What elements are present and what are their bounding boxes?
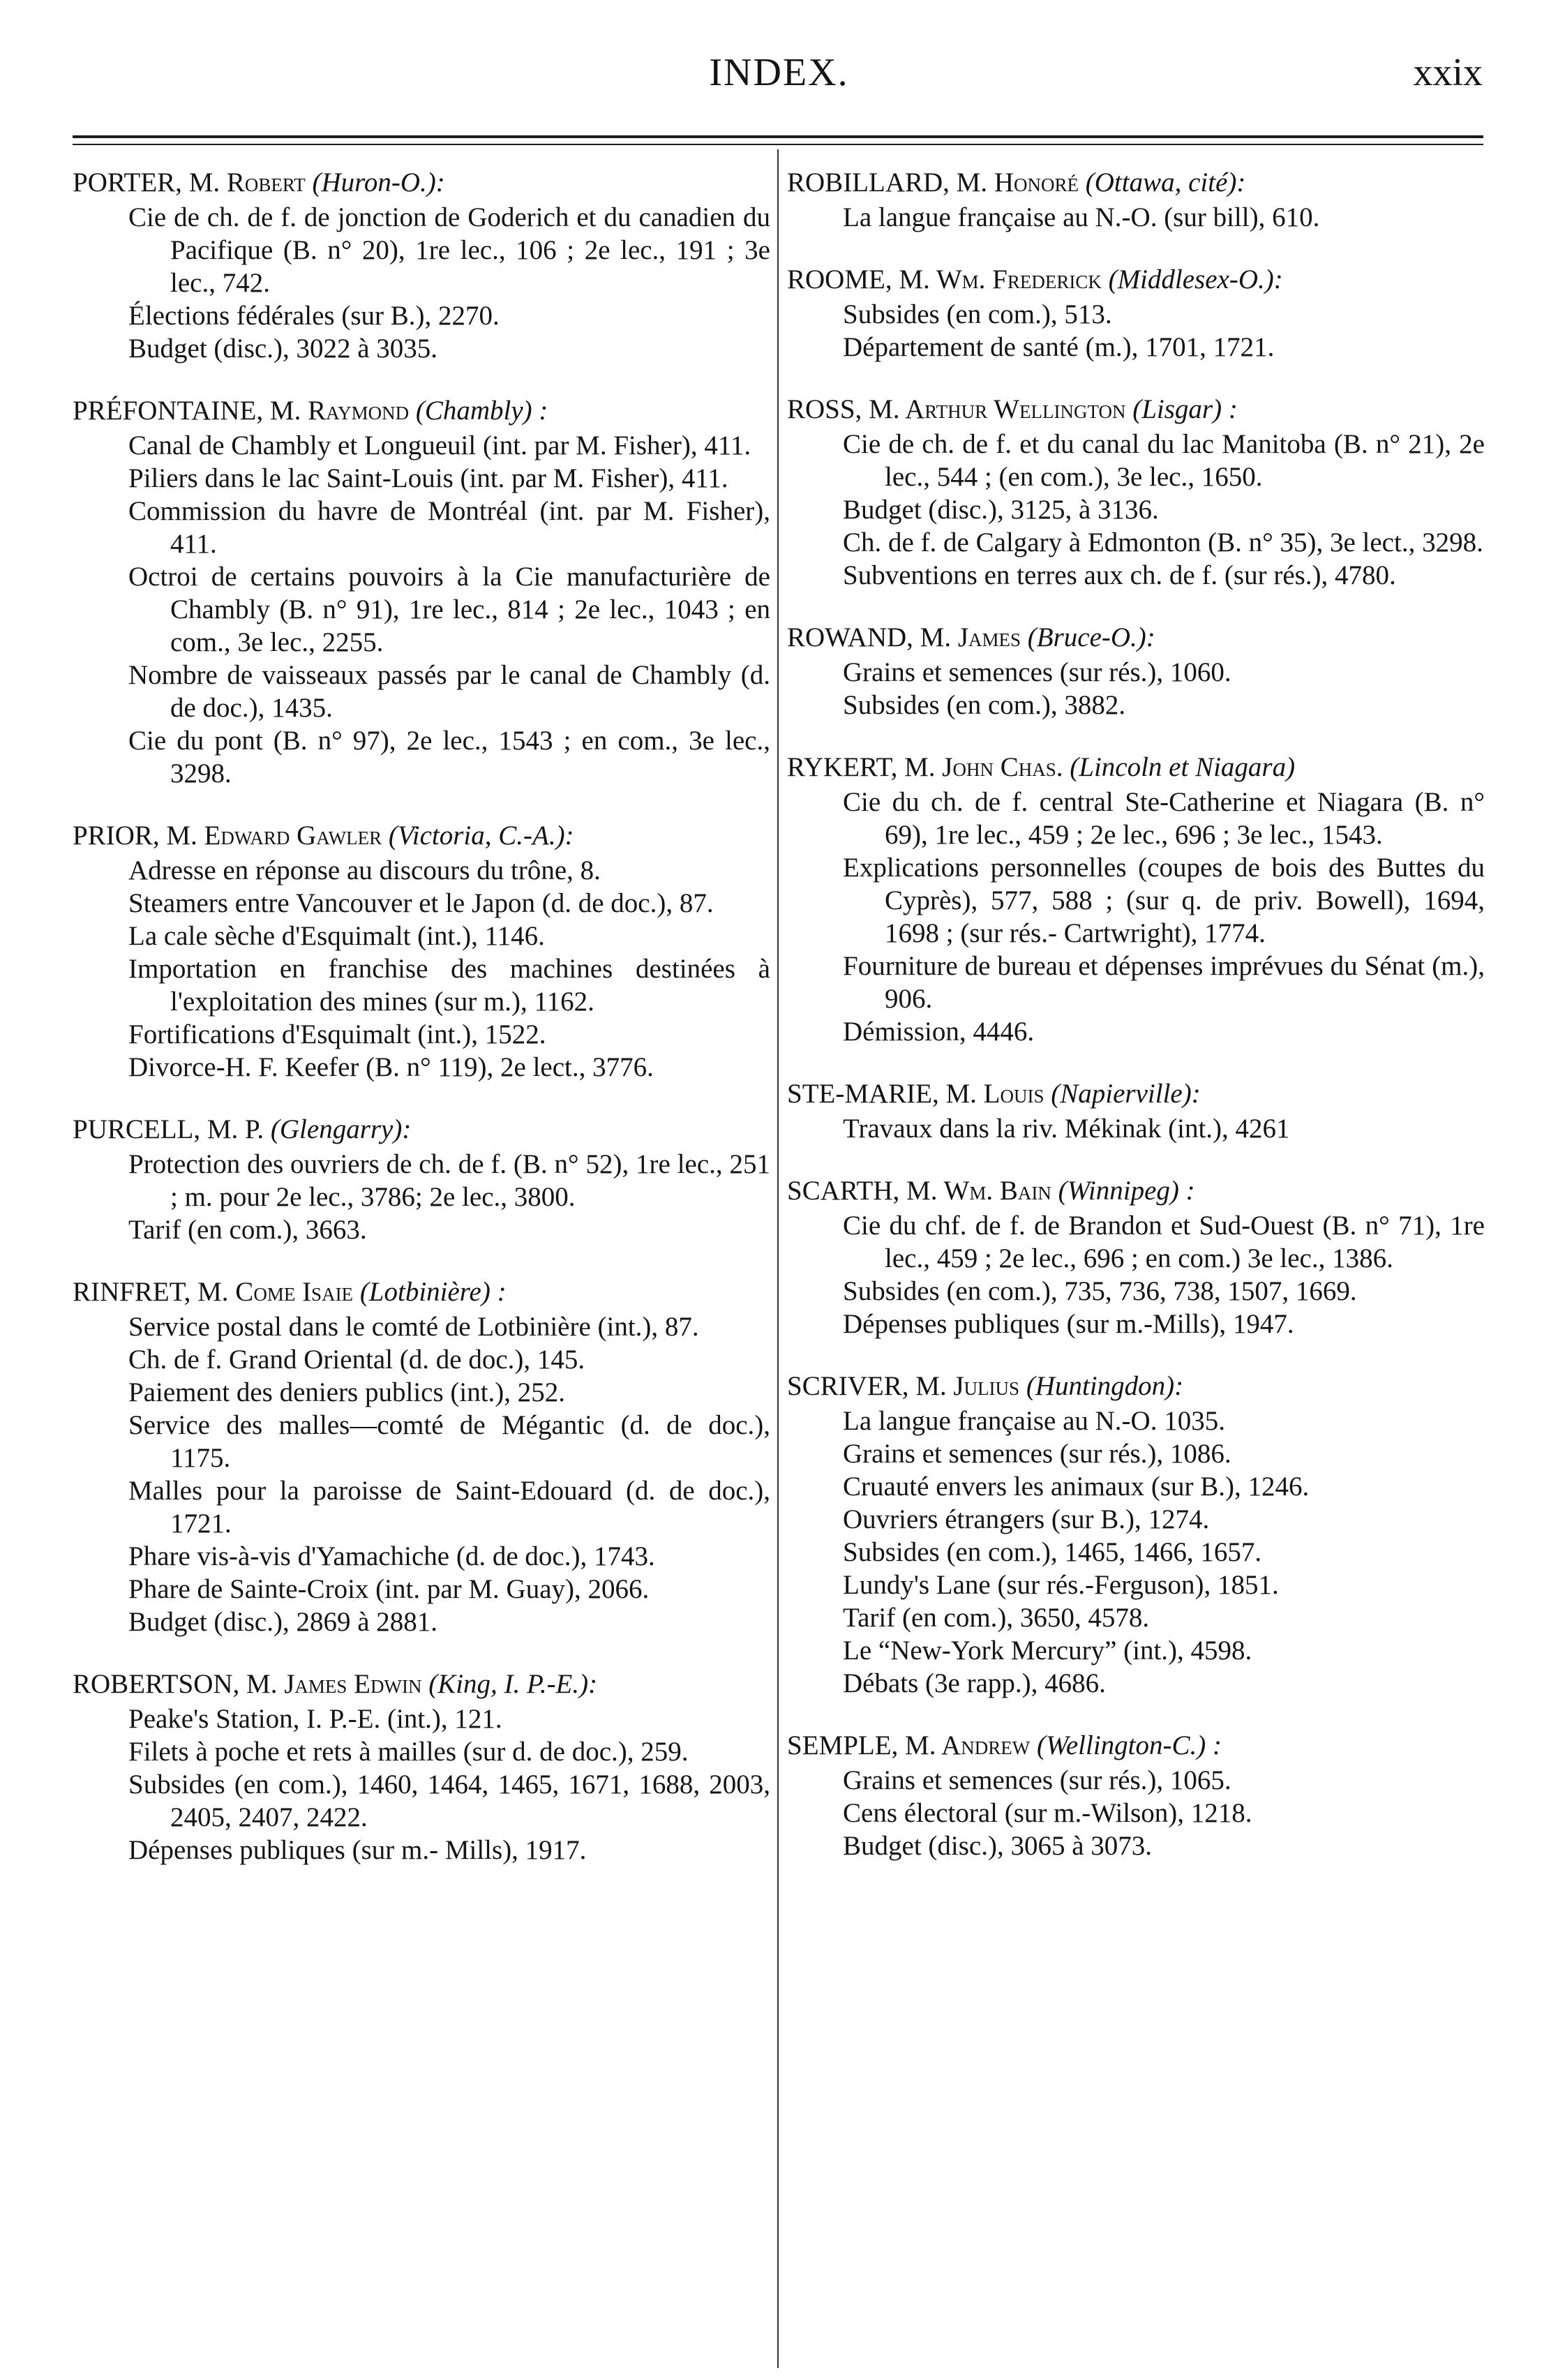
entry-item: Nombre de vaisseaux passés par le canal de Chambly (d. de doc.), 1435. xyxy=(128,660,770,723)
member-riding: (Lincoln et Niagara) xyxy=(1070,752,1296,782)
member-riding: (Huron-O.): xyxy=(312,167,445,197)
index-entry xyxy=(73,819,770,1084)
entry-item: La langue française au N.-O. (sur bill), 610. xyxy=(843,202,1320,232)
member-surname: PORTER, xyxy=(73,167,182,197)
entry-item: Fourniture de bureau et dépenses imprévues du Sénat (m.), 906. xyxy=(843,951,1485,1014)
entry-heading xyxy=(787,1174,1485,1208)
member-riding: (Glengarry): xyxy=(270,1114,412,1144)
entry-item: Subsides (en com.), 1460, 1464, 1465, 1671, 1688, 2003, 2405, 2407, 2422. xyxy=(128,1769,770,1832)
member-surname: SEMPLE, xyxy=(787,1730,899,1760)
entry-heading xyxy=(73,819,770,853)
entry-heading xyxy=(787,621,1485,654)
member-riding: (Huntingdon): xyxy=(1026,1371,1184,1401)
member-surname: PRIOR, xyxy=(73,821,160,851)
member-riding: (Napierville): xyxy=(1051,1079,1201,1109)
entry-item: Steamers entre Vancouver et le Japon (d. de doc.), 87. xyxy=(128,888,714,918)
index-entry xyxy=(787,1077,1485,1145)
member-given-name: M. Wm. Frederick xyxy=(899,264,1102,294)
member-given-name: M. Robert xyxy=(188,167,306,197)
entry-heading xyxy=(73,1275,770,1309)
entry-item: Dépenses publiques (sur m.-Mills), 1947. xyxy=(843,1309,1294,1339)
member-given-name: M. Come Isaie xyxy=(197,1277,354,1307)
entry-item: Fortifications d'Esquimalt (int.), 1522. xyxy=(128,1019,546,1049)
entry-item: Ch. de f. Grand Oriental (d. de doc.), 145. xyxy=(128,1345,585,1375)
entry-item: Travaux dans la riv. Mékinak (int.), 4261 xyxy=(843,1114,1290,1144)
entry-item: Subsides (en com.), 513. xyxy=(843,299,1112,329)
left-column xyxy=(73,166,770,1896)
member-riding: (Middlesex-O.): xyxy=(1108,264,1283,294)
member-given-name: M. Louis xyxy=(945,1079,1044,1109)
member-surname: ROBERTSON, xyxy=(73,1669,240,1699)
right-column xyxy=(787,166,1485,1892)
member-riding: (Chambly) : xyxy=(415,396,548,426)
entry-item: Phare de Sainte-Croix (int. par M. Guay), 2066. xyxy=(128,1574,650,1604)
entry-item: Cie de ch. de f. de jonction de Goderich et du canadien du Pacifique (B. n° 20), 1re lec., 106 ; 2e lec., 191 ; 3e lec., 742. xyxy=(128,202,770,298)
entry-item: Département de santé (m.), 1701, 1721. xyxy=(843,332,1275,362)
entry-item: Cie du chf. de f. de Brandon et Sud-Ouest (B. n° 71), 1re lec., 459 ; 2e lec., 696 ; en com.) 3e lec., 1386. xyxy=(843,1211,1485,1273)
member-surname: ROBILLARD, xyxy=(787,167,950,197)
entry-item: Subsides (en com.), 735, 736, 738, 1507, 1669. xyxy=(843,1276,1357,1306)
entry-item: Démission, 4446. xyxy=(843,1017,1035,1047)
entry-heading xyxy=(73,1668,770,1701)
entry-item: Commission du havre de Montréal (int. par M. Fisher), 411. xyxy=(128,496,770,559)
entry-item: Adresse en réponse au discours du trône, 8. xyxy=(128,855,601,885)
member-riding: (Wellington-C.) : xyxy=(1036,1730,1222,1760)
page-number: xxix xyxy=(1413,51,1483,94)
member-surname: ROWAND, xyxy=(787,622,913,652)
member-surname: RYKERT, xyxy=(787,752,898,782)
member-given-name: M. Arthur Wellington xyxy=(869,394,1126,424)
member-surname: RINFRET, xyxy=(73,1277,191,1307)
entry-item: Cruauté envers les animaux (sur B.), 1246. xyxy=(843,1472,1310,1502)
index-entry xyxy=(73,166,770,365)
entry-item: Cie du ch. de f. central Ste-Catherine et Niagara (B. n° 69), 1re lec., 459 ; 2e lec., 696 ; 3e lec., 1543. xyxy=(843,787,1485,850)
member-given-name: M. Raymond xyxy=(269,396,410,426)
member-given-name: M. Wm. Bain xyxy=(906,1176,1051,1206)
index-entry xyxy=(787,621,1485,721)
index-entry xyxy=(73,1275,770,1638)
member-riding: (Lisgar) : xyxy=(1132,394,1238,424)
member-riding: (Lotbinière) : xyxy=(359,1277,507,1307)
index-entry xyxy=(73,394,770,790)
member-surname: PRÉFONTAINE, xyxy=(73,396,264,426)
column-divider xyxy=(777,149,779,2368)
entry-item: Grains et semences (sur rés.), 1086. xyxy=(843,1439,1231,1469)
entry-heading xyxy=(787,166,1485,200)
entry-item: Piliers dans le lac Saint-Louis (int. par M. Fisher), 411. xyxy=(128,463,728,493)
entry-item: Tarif (en com.), 3663. xyxy=(128,1215,367,1245)
member-surname: PURCELL, xyxy=(73,1114,201,1144)
page-title: INDEX. xyxy=(709,51,849,94)
entry-heading xyxy=(787,1370,1485,1403)
entry-item: Subsides (en com.), 3882. xyxy=(843,690,1126,720)
entry-item: Élections fédérales (sur B.), 2270. xyxy=(128,301,500,331)
entry-item: Grains et semences (sur rés.), 1060. xyxy=(843,657,1231,687)
index-entry xyxy=(787,1370,1485,1700)
entry-item: Canal de Chambly et Longueuil (int. par M. Fisher), 411. xyxy=(128,431,751,461)
entry-item: Paiement des deniers publics (int.), 252. xyxy=(128,1377,566,1407)
entry-item: Explications personnelles (coupes de bois des Buttes du Cyprès), 577, 588 ; (sur q. de priv. Bowell), 1694, 1698 ; (sur rés.- Cartwright), 1774. xyxy=(843,853,1485,948)
entry-item: Peake's Station, I. P.-E. (int.), 121. xyxy=(128,1704,502,1734)
member-given-name: M. Julius xyxy=(915,1371,1020,1401)
entry-item: Lundy's Lane (sur rés.-Ferguson), 1851. xyxy=(843,1570,1279,1600)
entry-item: La langue française au N.-O. 1035. xyxy=(843,1406,1225,1436)
member-surname: STE-MARIE, xyxy=(787,1079,939,1109)
index-entry xyxy=(787,1729,1485,1862)
header-rule-thin xyxy=(73,144,1483,145)
entry-item: Débats (3e rapp.), 4686. xyxy=(843,1668,1106,1698)
member-given-name: M. James Edwin xyxy=(246,1669,422,1699)
index-entry xyxy=(787,1174,1485,1340)
entry-heading xyxy=(787,1729,1485,1762)
member-given-name: M. P. xyxy=(207,1114,264,1144)
member-given-name: M. John Chas. xyxy=(904,752,1063,782)
index-entry xyxy=(787,263,1485,364)
member-surname: SCRIVER, xyxy=(787,1371,909,1401)
index-entry xyxy=(787,166,1485,234)
index-entry xyxy=(787,751,1485,1048)
entry-item: Subventions en terres aux ch. de f. (sur rés.), 4780. xyxy=(843,560,1396,590)
entry-item: Ouvriers étrangers (sur B.), 1274. xyxy=(843,1504,1210,1534)
index-entry xyxy=(73,1668,770,1866)
member-riding: (Bruce-O.): xyxy=(1027,622,1155,652)
entry-item: Cens électoral (sur m.-Wilson), 1218. xyxy=(843,1798,1252,1828)
entry-heading xyxy=(787,1077,1485,1111)
member-surname: ROOME, xyxy=(787,264,892,294)
entry-item: Protection des ouvriers de ch. de f. (B. n° 52), 1re lec., 251 ; m. pour 2e lec., 3786; 2e lec., 3800. xyxy=(128,1149,770,1212)
entry-heading xyxy=(73,394,770,428)
entry-item: Budget (disc.), 3125, à 3136. xyxy=(843,495,1159,525)
member-riding: (Victoria, C.-A.): xyxy=(388,821,574,851)
entry-item: Phare vis-à-vis d'Yamachiche (d. de doc.), 1743. xyxy=(128,1541,655,1571)
entry-item: La cale sèche d'Esquimalt (int.), 1146. xyxy=(128,921,545,951)
member-given-name: M. Honoré xyxy=(956,167,1079,197)
entry-item: Le “New-York Mercury” (int.), 4598. xyxy=(843,1636,1252,1666)
entry-item: Ch. de f. de Calgary à Edmonton (B. n° 35), 3e lect., 3298. xyxy=(843,527,1483,557)
entry-heading xyxy=(787,751,1485,784)
member-surname: SCARTH, xyxy=(787,1176,900,1206)
entry-item: Subsides (en com.), 1465, 1466, 1657. xyxy=(843,1537,1262,1567)
entry-item: Cie du pont (B. n° 97), 2e lec., 1543 ; en com., 3e lec., 3298. xyxy=(128,726,770,788)
entry-item: Cie de ch. de f. et du canal du lac Manitoba (B. n° 21), 2e lec., 544 ; (en com.), 3e lec., 1650. xyxy=(843,429,1485,492)
entry-item: Octroi de certains pouvoirs à la Cie manufacturière de Chambly (B. n° 91), 1re lec., 814 ; 2e lec., 1043 ; en com., 3e lec., 2255. xyxy=(128,562,770,657)
entry-item: Service postal dans le comté de Lotbinière (int.), 87. xyxy=(128,1312,699,1342)
entry-item: Budget (disc.), 3065 à 3073. xyxy=(843,1831,1153,1861)
entry-item: Importation en franchise des machines destinées à l'exploitation des mines (sur m.), 1162. xyxy=(128,954,770,1017)
member-surname: ROSS, xyxy=(787,394,862,424)
member-riding: (King, I. P.-E.): xyxy=(428,1669,598,1699)
member-given-name: M. Andrew xyxy=(905,1730,1031,1760)
header-rule xyxy=(73,135,1483,138)
member-riding: (Winnipeg) : xyxy=(1058,1176,1195,1206)
entry-item: Budget (disc.), 3022 à 3035. xyxy=(128,334,438,364)
index-entry xyxy=(787,393,1485,592)
entry-heading xyxy=(73,1113,770,1146)
entry-item: Budget (disc.), 2869 à 2881. xyxy=(128,1607,438,1637)
member-given-name: M. James xyxy=(920,622,1021,652)
entry-item: Filets à poche et rets à mailles (sur d. de doc.), 259. xyxy=(128,1737,689,1767)
entry-heading xyxy=(787,263,1485,297)
entry-heading xyxy=(787,393,1485,426)
entry-item: Divorce-H. F. Keefer (B. n° 119), 2e lect., 3776. xyxy=(128,1052,654,1082)
entry-item: Service des malles—comté de Mégantic (d. de doc.), 1175. xyxy=(128,1410,770,1473)
entry-item: Tarif (en com.), 3650, 4578. xyxy=(843,1603,1150,1633)
page-header xyxy=(0,0,1558,133)
entry-heading xyxy=(73,166,770,200)
index-entry xyxy=(73,1113,770,1246)
entry-item: Dépenses publiques (sur m.- Mills), 1917. xyxy=(128,1835,587,1865)
entry-item: Malles pour la paroisse de Saint-Edouard (d. de doc.), 1721. xyxy=(128,1476,770,1539)
entry-item: Grains et semences (sur rés.), 1065. xyxy=(843,1765,1231,1795)
member-given-name: M. Edward Gawler xyxy=(166,821,382,851)
member-riding: (Ottawa, cité): xyxy=(1085,167,1246,197)
